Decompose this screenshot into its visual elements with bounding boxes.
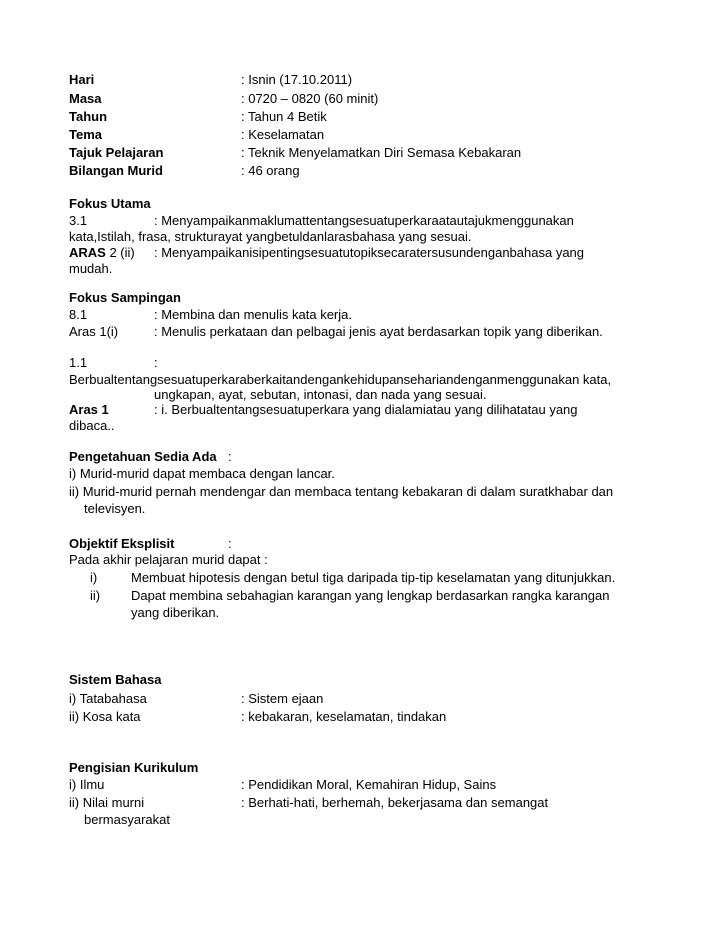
- fokus-sampingan-colon2: :: [154, 355, 158, 370]
- bilangan-label: Bilangan Murid: [69, 163, 163, 178]
- sistem-bahasa-item2-label: ii) Kosa kata: [69, 709, 141, 724]
- fokus-utama-aras-text: : Menyampaikanisipentingsesuatutopiksecaratersusundenganbahasa yang: [154, 245, 585, 260]
- pengisian-item1-value: : Pendidikan Moral, Kemahiran Hidup, Sains: [241, 777, 497, 792]
- fokus-sampingan-code2: 1.1: [69, 355, 88, 370]
- pengetahuan-title: Pengetahuan Sedia Ada: [69, 449, 217, 464]
- fokus-sampingan-cont2: ungkapan, ayat, sebutan, intonasi, dan nada yang sesuai.: [154, 387, 487, 402]
- fokus-sampingan-code: 8.1: [69, 307, 88, 322]
- fokus-utama-code: 3.1: [69, 213, 88, 228]
- sistem-bahasa-item1-value: : Sistem ejaan: [241, 691, 324, 706]
- fokus-sampingan-aras1-text: : Menulis perkataan dan pelbagai jenis ayat berdasarkan topik yang diberikan.: [154, 324, 603, 339]
- sistem-bahasa-item1-label: i) Tatabahasa: [69, 691, 147, 706]
- masa-value: : 0720 – 0820 (60 minit): [241, 91, 379, 106]
- fokus-utama-text: : Menyampaikanmaklumattentangsesuatuperkaraatautajukmenggunakan: [154, 213, 574, 228]
- fokus-sampingan-aras2-code: Aras 1: [69, 402, 109, 417]
- pengisian-item2-label: ii) Nilai murni: [69, 795, 145, 810]
- aras-label: ARAS: [69, 245, 106, 260]
- pengetahuan-item2-cont: televisyen.: [84, 501, 146, 516]
- tahun-value: : Tahun 4 Betik: [241, 109, 327, 124]
- fokus-sampingan-title: Fokus Sampingan: [69, 290, 181, 305]
- fokus-sampingan-text: : Membina dan menulis kata kerja.: [154, 307, 352, 322]
- objektif-colon: :: [228, 536, 232, 551]
- tema-label: Tema: [69, 127, 102, 142]
- objektif-item2-num: ii): [90, 588, 101, 603]
- pengetahuan-item1: i) Murid-murid dapat membaca dengan lancar.: [69, 466, 335, 481]
- sistem-bahasa-title: Sistem Bahasa: [69, 672, 162, 687]
- tema-value: : Keselamatan: [241, 127, 325, 142]
- pengisian-item1-label: i) Ilmu: [69, 777, 105, 792]
- pengisian-item2-cont: bermasyarakat: [84, 812, 170, 827]
- objektif-item2-cont: yang diberikan.: [131, 605, 220, 620]
- fokus-sampingan-aras2-cont: dibaca..: [69, 418, 115, 433]
- pengetahuan-colon: :: [228, 449, 232, 464]
- fokus-utama-cont: kata,Istilah, frasa, strukturayat yangbetuldanlarasbahasa yang sesuai.: [69, 229, 472, 244]
- sistem-bahasa-item2-value: : kebakaran, keselamatan, tindakan: [241, 709, 447, 724]
- fokus-sampingan-aras1-code: Aras 1(i): [69, 324, 119, 339]
- fokus-utama-aras-code: [69, 245, 135, 261]
- fokus-sampingan-aras2-text: : i. Berbualtentangsesuatuperkara yang dialamiatau yang dilihatatau yang: [154, 402, 578, 417]
- hari-value: : Isnin (17.10.2011): [241, 72, 353, 87]
- tajuk-value: : Teknik Menyelamatkan Diri Semasa Kebakaran: [241, 145, 522, 160]
- fokus-utama-title: Fokus Utama: [69, 196, 151, 211]
- objektif-item1-text: Membuat hipotesis dengan betul tiga daripada tip-tip keselamatan yang ditunjukkan.: [131, 570, 616, 585]
- fokus-sampingan-cont1: Berbualtentangsesuatuperkaraberkaitandengankehidupansehariandenganmenggunakan kata,: [69, 372, 612, 387]
- objektif-title: Objektif Eksplisit: [69, 536, 175, 551]
- pengisian-title: Pengisian Kurikulum: [69, 760, 199, 775]
- bilangan-value: : 46 orang: [241, 163, 300, 178]
- hari-label: Hari: [69, 72, 95, 87]
- objektif-intro: Pada akhir pelajaran murid dapat :: [69, 552, 268, 567]
- objektif-item1-num: i): [90, 570, 98, 585]
- tahun-label: Tahun: [69, 109, 108, 124]
- objektif-item2-text: Dapat membina sebahagian karangan yang lengkap berdasarkan rangka karangan: [131, 588, 610, 603]
- pengisian-item2-value: : Berhati-hati, berhemah, bekerjasama dan semangat: [241, 795, 549, 810]
- fokus-utama-aras-cont: mudah.: [69, 261, 113, 276]
- masa-label: Masa: [69, 91, 102, 106]
- pengetahuan-item2: ii) Murid-murid pernah mendengar dan membaca tentang kebakaran di dalam suratkhabar dan: [69, 484, 614, 499]
- aras-code: 2 (ii): [105, 245, 135, 260]
- tajuk-label: Tajuk Pelajaran: [69, 145, 164, 160]
